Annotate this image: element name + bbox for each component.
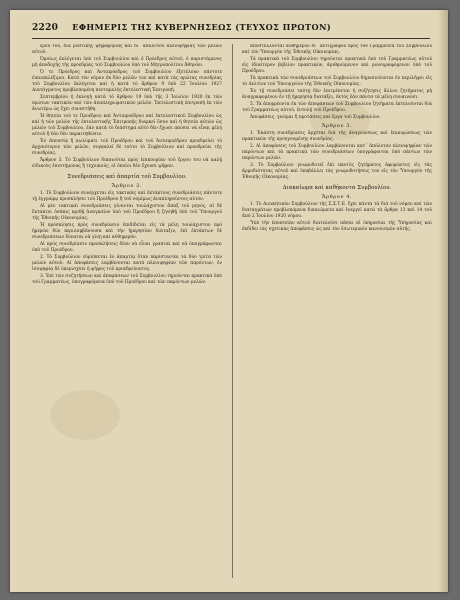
paragraph: Ἐν τῇ συνεδριάσει ταύτῃ δὲν ἐπιτρέπεται ἡ συζήτησις ἄλλου ζητήματος μὴ ἀναγραφομένου ἐν τῇ ἡμερησίᾳ διατάξει, ἐκτὸς ἐὰν πάντα τὰ μέλη συναινῶσι. <box>242 89 432 100</box>
article-title: Ἄρθρον 3. <box>321 123 353 129</box>
left-column <box>32 44 222 578</box>
paragraph: 2. Αἱ ἀποφάσεις τοῦ Συμβουλίου λαμβάνονται κατ᾽ ἀπόλυτον πλειοψηφίαν τῶν παρόντων καὶ τὰ πρακτικὰ τῶν συνεδριάσεων ὑπογράφονται ὑπὸ πάντων τῶν παρόντων μελῶν. <box>242 144 432 161</box>
right-column <box>242 44 432 578</box>
paragraph: ἕρου του, διὰ μυστικῆς ψηφοφορίας καὶ δι᾽ ἀπολύτου πλειοψηφίας τῶν μελῶν αὐτοῦ. <box>32 44 222 55</box>
paragraph: Αἱ πρὸς συνεδρίασιν προσκλήσεις δέον νὰ εἶναι γραπταὶ καὶ νὰ ὑπογράφωνται ὑπὸ τοῦ Προέδρου. <box>32 242 222 253</box>
paragraph: 1. Τὸ Συμβούλιον συνέρχεται εἰς τακτικὰς καὶ ἐκτάκτους συνεδριάσεις πάντοτε τῇ ἐγγράφῳ προσκλήσει τοῦ Προέδρου ἢ τοῦ νομίμως ἀναπληροῦντος αὐτόν. <box>32 191 222 202</box>
paragraph: 5. Τὰ ἀπορρέοντα ἐκ τῶν ἀποφάσεων τοῦ Συμβουλίου ζητήματα ἐκτελοῦνται διὰ τοῦ Γραμματέως αὐτοῦ, ἐντολῇ τοῦ Προέδρου. <box>242 102 432 113</box>
page-header <box>32 22 430 39</box>
paragraph: 3. Τὸ Συμβούλιον γνωμοδοτεῖ ἐπὶ παντὸς ζητήματος ἀφορῶντος εἰς τὰς ἁρμοδιότητας αὐτοῦ καὶ ὑποβάλλει τὰς γνωμοδοτήσεις του εἰς τὸν Ὑπουργὸν τῆς Ἐθνικῆς Οἰκονομίας. <box>242 163 432 180</box>
paragraph: ἀποστέλλονται αὐθημερὸν δι᾽ ἀντιγράφου πρὸς τὸν Γραμματέα τοῦ Συμβουλίου καὶ τὸν Ὑπουργὸν τῆς Ἐθνικῆς Οἰκονομίας. <box>242 44 432 55</box>
gazette-title: ΕΦΗΜΕΡΙΣ ΤΗΣ ΚΥΒΕΡΝΗΣΕΩΣ (ΤΕΥΧΟΣ ΠΡΩΤΟΝ) <box>72 22 332 32</box>
paragraph: 1. Ἐκάστη συνεδρίασις ἄρχεται διὰ τῆς ἀναγνώσεως καὶ ἐπικυρώσεως τῶν πρακτικῶν τῆς προηγουμένης συνεδρίας. <box>242 131 432 142</box>
paragraph: Ὑπὸ τὴν ἐποπτείαν αὐτοῦ διατελοῦσι πᾶσαι αἱ ὑπηρεσίαι τῆς Ὑπηρεσίας καὶ ἐκδίδει τὰς σχετικὰς ἀποφάσεις ὡς καὶ τὸν ἐσωτερικὸν κανονισμὸν αὐτῆς. <box>242 221 432 232</box>
paragraph: Τὰ πρακτικὰ τῶν συνεδριάσεων τοῦ Συμβουλίου δημοσιεύονται ἐν περιλήψει εἰς τὸ Δελτίον τοῦ Ὑπουργείου τῆς Ἐθνικῆς Οἰκονομίας. <box>242 76 432 87</box>
section-title: Συνεδριάσεις καὶ ἀπαρτία τοῦ Συμβουλίου. <box>67 174 187 180</box>
paragraph: Ἐν ἀπουσίᾳ ἢ κωλύματι τοῦ Προέδρου καὶ τοῦ Ἀντιπροέδρου προεδρεύει τὸ ἀρχαιότερον τῶν μελῶν, συγκαλεῖ δὲ τοῦτο τὸ Συμβούλιον καὶ προεδρεύει τῆς συνεδρίας. <box>32 139 222 156</box>
paragraph: Αἱ μὲν τακτικαὶ συνεδριάσεις γίνονται τουλάχιστον ἅπαξ τοῦ μηνός, αἱ δὲ ἔκτακτοι ὁσάκις κριθῇ ἀναγκαῖον ὑπὸ τοῦ Προέδρου ἢ ζητηθῇ ὑπὸ τοῦ Ὑπουργοῦ τῆς Ἐθνικῆς Οἰκονομίας. <box>32 204 222 221</box>
paragraph: 1. Τὸ Διοικητικὸν Συμβούλιον τῆς Σ.Σ.Τ.Ε. ἔχει πάντα τὰ διὰ τοῦ νόμου καὶ τῶν διαταγμάτων προβλεπόμενα δικαιώματα καὶ ἐνεργεῖ κατὰ τὰ ἄρθρα 13 καὶ 14 τοῦ ἀπὸ 2 Ἰουλίου 1920 νόμου. <box>242 202 432 219</box>
quote-heading: Ἀποφάσεις, γνῶμαι ἢ προτάσεις καὶ ἔργα τοῦ Συμβουλίου. <box>250 115 381 120</box>
page-number: 2220 <box>32 23 59 33</box>
paragraph: Σεπτεμβρίου ἡ ἐκλογὴ κατὰ τὸ ἄρθρον 19 ὑπὸ τῆς 3 Ἰουλίου 1920 ἐκ τῶν πρώτων τακτικῶν καὶ τῶν ἀναπληρωματικῶν μελῶν. Ἐκτελεστικὴ ἐπιτροπὴ ἐκ τῶν ἀνωτέρω ὡς ἔχει συνεστήθη. <box>32 95 222 112</box>
page-edge-shadow <box>438 10 448 592</box>
paragraph: Τὰ πρακτικὰ τοῦ Συμβουλίου τηροῦνται πρακτικὰ ὑπὸ τοῦ Γραμματέως αὐτοῦ εἰς ἰδιαίτερον βιβλίον πρακτικῶν, ἀριθμούμενον καὶ μονογραφόμενον ὑπὸ τοῦ Προέδρου. <box>242 57 432 74</box>
paragraph: Ὁ τε Πρόεδρος καὶ Ἀντιπρόεδρος τοῦ Συμβουλίου ἐξετέλουν πάντοτε ἐπανεκλέξιμοι. Κατὰ τὸν νόμον ἐκ δύο μελῶν του καὶ κατὰ τὰς πρώτας συνεδρίας τοῦ Συμβουλίου ἐκλέγεται καὶ ἡ κατὰ τὸ ἄρθρον 9 ὑπὸ 22 Ἰουλίου 1927 Διατάγματος προβλεπομένη πενταμελὴς ἐκτελεστικὴ Ἐπιτροπή. <box>32 70 222 93</box>
article-title: Ἄρθρον 4. <box>321 194 353 200</box>
paragraph: Ἡ πρόσκλησις πρὸς συνεδρίασιν ἐπιδίδεται εἰς τὰ μέλη τουλάχιστον πρὸ ἡμερῶν δύο περιλαμβάνουσα καὶ τὴν ἡμερησίαν διάταξιν, ἐπὶ ἐκτάκτων δὲ συνεδριάσεων δύναται νὰ γίνῃ καὶ αὐθημερόν. <box>32 223 222 240</box>
paragraph: Ὁμοίως ἐκλέγεται ὑπὸ τοῦ Συμβουλίου καὶ ὁ Πρόεδρος αὐτοῦ, ὁ παριστάμενος μὴ ἀποδοχῆς τῆς προεδρίας τοῦ Συμβουλίου ὑπὸ τοῦ Μητροπολίτου Ἀθηνῶν. <box>32 57 222 68</box>
paragraph: 3. Ἐπὶ τῶν συζητήσεων καὶ ἀποφάσεων τοῦ Συμβουλίου τηροῦνται πρακτικὰ ὑπὸ τοῦ Γραμματέως, ὑπογραφόμενα ὑπὸ τοῦ Προέδρου καὶ τῶν παρόντων μελῶν. <box>32 274 222 285</box>
article-title: Ἄρθρον 2. <box>111 183 143 189</box>
column-divider <box>232 44 233 578</box>
gazette-page <box>10 10 448 592</box>
paragraph: 2. Τὸ Συμβούλιον εὑρίσκεται ἐν ἀπαρτίᾳ ὅταν παρίστανται τὰ δύο τρίτα τῶν μελῶν αὐτοῦ. Αἱ ἀποφάσεις λαμβάνονται κατὰ πλειοψηφίαν τῶν παρόντων, ἐν ἰσοψηφίᾳ δὲ ὑπερισχύει ἡ ψῆφος τοῦ προεδρεύοντος. <box>32 255 222 272</box>
paragraph: Ἄρθρον 3. Τὸ Συμβούλιον δικαιοῦται πρὸς ἐπικουρίαν τοῦ ἔργου του νὰ καλῇ εἰδικοὺς ἐπιστήμονας ἢ τεχνικούς, οἱ ὁποῖοι δὲν ἔχουσι ψῆφον. <box>32 158 222 169</box>
section-title: Διακαίωμα καὶ καθήκοντα Συμβουλίου. <box>282 185 392 191</box>
paragraph: Ἡ θητεία τοῦ τε Προέδρου καὶ Ἀντιπροέδρου καὶ ἐκτελεστικοῦ Συμβουλίου ὡς καὶ ἡ τῶν μελῶν τῆς ἐκτελεστικῆς Ἐπιτροπῆς διαρκεῖ ὅσον καὶ ἡ θητεία αὐτῶν ὡς μελῶν τοῦ Συμβουλίου, ἐὰν κατὰ τὸ διάστημα αὐτὸ δὲν ἔχωσι παύσει νὰ εἶναι μέλη αὐτοῦ ἢ ἐὰν δὲν παραιτηθῶσιν. <box>32 114 222 137</box>
